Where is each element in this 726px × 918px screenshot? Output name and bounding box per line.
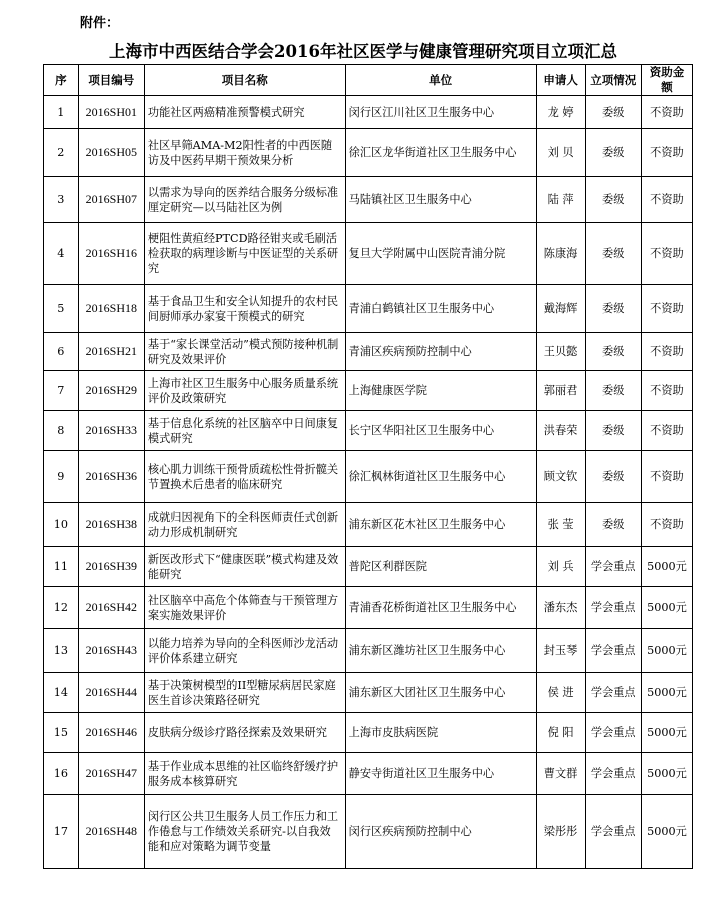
table-row: [44, 223, 693, 285]
row-amount: 5000元: [641, 753, 692, 795]
header-amount: 资助金额: [641, 65, 692, 96]
row-amount: 5000元: [641, 629, 692, 673]
table-row: [44, 285, 693, 333]
row-seq: 4: [44, 223, 79, 285]
row-applicant: 潘东杰: [536, 587, 585, 629]
row-project-name: 上海市社区卫生服务中心服务质量系统评价及政策研究: [144, 371, 345, 411]
row-unit: 复旦大学附属中山医院青浦分院: [345, 223, 536, 285]
row-unit: 马陆镇社区卫生服务中心: [345, 177, 536, 223]
row-seq: 17: [44, 795, 79, 869]
row-unit: 徐汇枫林街道社区卫生服务中心: [345, 451, 536, 503]
row-unit: 上海市皮肤病医院: [345, 713, 536, 753]
row-project-name: 成就归因视角下的全科医师责任式创新动力形成机制研究: [144, 503, 345, 547]
header-row: [44, 65, 693, 96]
row-status: 委级: [585, 177, 641, 223]
row-amount: 不资助: [641, 223, 692, 285]
row-applicant: 刘 兵: [536, 547, 585, 587]
row-project-id: 2016SH01: [78, 96, 144, 129]
table-row: [44, 503, 693, 547]
row-amount: 不资助: [641, 333, 692, 371]
row-applicant: 刘 贝: [536, 129, 585, 177]
row-status: 学会重点: [585, 713, 641, 753]
table-row: [44, 713, 693, 753]
row-amount: 不资助: [641, 503, 692, 547]
row-project-id: 2016SH29: [78, 371, 144, 411]
table-row: [44, 129, 693, 177]
row-status: 委级: [585, 223, 641, 285]
row-status: 学会重点: [585, 795, 641, 869]
row-seq: 15: [44, 713, 79, 753]
row-applicant: 王贝懿: [536, 333, 585, 371]
header-name: 项目名称: [144, 65, 345, 96]
row-unit: 青浦香花桥街道社区卫生服务中心: [345, 587, 536, 629]
row-seq: 7: [44, 371, 79, 411]
row-unit: 浦东新区花木社区卫生服务中心: [345, 503, 536, 547]
row-status: 委级: [585, 129, 641, 177]
row-amount: 不资助: [641, 371, 692, 411]
row-seq: 12: [44, 587, 79, 629]
row-seq: 8: [44, 411, 79, 451]
row-project-name: 基于决策树模型的II型糖尿病居民家庭医生首诊决策路径研究: [144, 673, 345, 713]
row-status: 委级: [585, 503, 641, 547]
row-project-name: 皮肤病分级诊疗路径探索及效果研究: [144, 713, 345, 753]
row-project-name: 核心肌力训练干预骨质疏松性骨折髋关节置换术后患者的临床研究: [144, 451, 345, 503]
row-unit: 青浦白鹤镇社区卫生服务中心: [345, 285, 536, 333]
row-project-id: 2016SH05: [78, 129, 144, 177]
row-project-name: 功能社区两癌精准预警模式研究: [144, 96, 345, 129]
row-amount: 不资助: [641, 177, 692, 223]
row-project-name: 基于信息化系统的社区脑卒中日间康复模式研究: [144, 411, 345, 451]
row-applicant: 张 莹: [536, 503, 585, 547]
row-amount: 5000元: [641, 795, 692, 869]
project-table: [43, 64, 693, 869]
table-row: [44, 177, 693, 223]
row-status: 委级: [585, 285, 641, 333]
row-amount: 不资助: [641, 129, 692, 177]
row-status: 委级: [585, 451, 641, 503]
row-status: 学会重点: [585, 547, 641, 587]
row-project-id: 2016SH21: [78, 333, 144, 371]
row-project-id: 2016SH42: [78, 587, 144, 629]
row-unit: 普陀区利群医院: [345, 547, 536, 587]
row-seq: 10: [44, 503, 79, 547]
row-project-name: 以需求为导向的医养结合服务分级标准厘定研究—以马陆社区为例: [144, 177, 345, 223]
row-project-id: 2016SH43: [78, 629, 144, 673]
header-unit: 单位: [345, 65, 536, 96]
table-row: [44, 333, 693, 371]
header-seq: 序: [44, 65, 79, 96]
attachment-label: 附件：: [80, 16, 120, 31]
row-amount: 5000元: [641, 587, 692, 629]
row-status: 委级: [585, 371, 641, 411]
row-status: 学会重点: [585, 587, 641, 629]
row-amount: 不资助: [641, 411, 692, 451]
row-seq: 9: [44, 451, 79, 503]
row-seq: 16: [44, 753, 79, 795]
table-row: [44, 96, 693, 129]
row-project-id: 2016SH46: [78, 713, 144, 753]
row-applicant: 龙 婷: [536, 96, 585, 129]
table-row: [44, 673, 693, 713]
row-applicant: 封玉琴: [536, 629, 585, 673]
row-unit: 闵行区疾病预防控制中心: [345, 795, 536, 869]
table-row: [44, 371, 693, 411]
row-amount: 不资助: [641, 96, 692, 129]
row-status: 学会重点: [585, 629, 641, 673]
row-amount: 不资助: [641, 451, 692, 503]
row-amount: 5000元: [641, 673, 692, 713]
table-row: [44, 547, 693, 587]
row-project-id: 2016SH33: [78, 411, 144, 451]
row-unit: 静安寺街道社区卫生服务中心: [345, 753, 536, 795]
row-amount: 5000元: [641, 713, 692, 753]
row-status: 学会重点: [585, 673, 641, 713]
row-applicant: 陈康海: [536, 223, 585, 285]
row-unit: 青浦区疾病预防控制中心: [345, 333, 536, 371]
row-project-id: 2016SH18: [78, 285, 144, 333]
row-project-name: 梗阻性黄疸经PTCD路径钳夹或毛刷活检获取的病理诊断与中医证型的关系研究: [144, 223, 345, 285]
row-unit: 闵行区江川社区卫生服务中心: [345, 96, 536, 129]
row-applicant: 倪 阳: [536, 713, 585, 753]
row-status: 委级: [585, 333, 641, 371]
row-applicant: 洪春荣: [536, 411, 585, 451]
row-unit: 徐汇区龙华街道社区卫生服务中心: [345, 129, 536, 177]
header-applicant: 申请人: [536, 65, 585, 96]
row-seq: 14: [44, 673, 79, 713]
row-unit: 长宁区华阳社区卫生服务中心: [345, 411, 536, 451]
row-amount: 不资助: [641, 285, 692, 333]
row-project-name: 社区脑卒中高危个体筛查与干预管理方案实施效果评价: [144, 587, 345, 629]
row-unit: 浦东新区大团社区卫生服务中心: [345, 673, 536, 713]
table-row: [44, 451, 693, 503]
row-seq: 1: [44, 96, 79, 129]
row-project-id: 2016SH47: [78, 753, 144, 795]
row-amount: 5000元: [641, 547, 692, 587]
header-status: 立项情况: [585, 65, 641, 96]
row-seq: 5: [44, 285, 79, 333]
row-seq: 6: [44, 333, 79, 371]
table-row: [44, 629, 693, 673]
row-status: 学会重点: [585, 753, 641, 795]
row-applicant: 侯 进: [536, 673, 585, 713]
row-project-id: 2016SH48: [78, 795, 144, 869]
row-project-name: 以能力培养为导向的全科医师沙龙活动评价体系建立研究: [144, 629, 345, 673]
row-applicant: 梁彤彤: [536, 795, 585, 869]
row-applicant: 陆 萍: [536, 177, 585, 223]
row-applicant: 戴海辉: [536, 285, 585, 333]
row-applicant: 顾文钦: [536, 451, 585, 503]
row-project-name: 基于作业成本思维的社区临终舒缓疗护服务成本核算研究: [144, 753, 345, 795]
row-project-id: 2016SH16: [78, 223, 144, 285]
table-row: [44, 753, 693, 795]
row-applicant: 曹文群: [536, 753, 585, 795]
row-project-id: 2016SH38: [78, 503, 144, 547]
row-project-name: 基于“家长课堂活动”模式预防接种机制研究及效果评价: [144, 333, 345, 371]
row-applicant: 郭丽君: [536, 371, 585, 411]
document-title: 上海市中西医结合学会2016年社区医学与健康管理研究项目立项汇总: [109, 42, 617, 61]
row-project-id: 2016SH36: [78, 451, 144, 503]
row-unit: 上海健康医学院: [345, 371, 536, 411]
row-project-id: 2016SH07: [78, 177, 144, 223]
row-unit: 浦东新区潍坊社区卫生服务中心: [345, 629, 536, 673]
table-row: [44, 411, 693, 451]
row-project-name: 新医改形式下“健康医联”模式构建及效能研究: [144, 547, 345, 587]
row-seq: 11: [44, 547, 79, 587]
table-row: [44, 795, 693, 869]
row-project-id: 2016SH39: [78, 547, 144, 587]
header-id: 项目编号: [78, 65, 144, 96]
table-row: [44, 587, 693, 629]
row-status: 委级: [585, 96, 641, 129]
row-project-id: 2016SH44: [78, 673, 144, 713]
row-project-name: 闵行区公共卫生服务人员工作压力和工作倦怠与工作绩效关系研究-以自我效能和应对策略为调节变量: [144, 795, 345, 869]
row-seq: 2: [44, 129, 79, 177]
row-seq: 3: [44, 177, 79, 223]
row-seq: 13: [44, 629, 79, 673]
row-project-name: 社区早筛AMA-M2阳性者的中西医随访及中医药早期干预效果分析: [144, 129, 345, 177]
row-status: 委级: [585, 411, 641, 451]
row-project-name: 基于食品卫生和安全认知提升的农村民间厨师承办家宴干预模式的研究: [144, 285, 345, 333]
